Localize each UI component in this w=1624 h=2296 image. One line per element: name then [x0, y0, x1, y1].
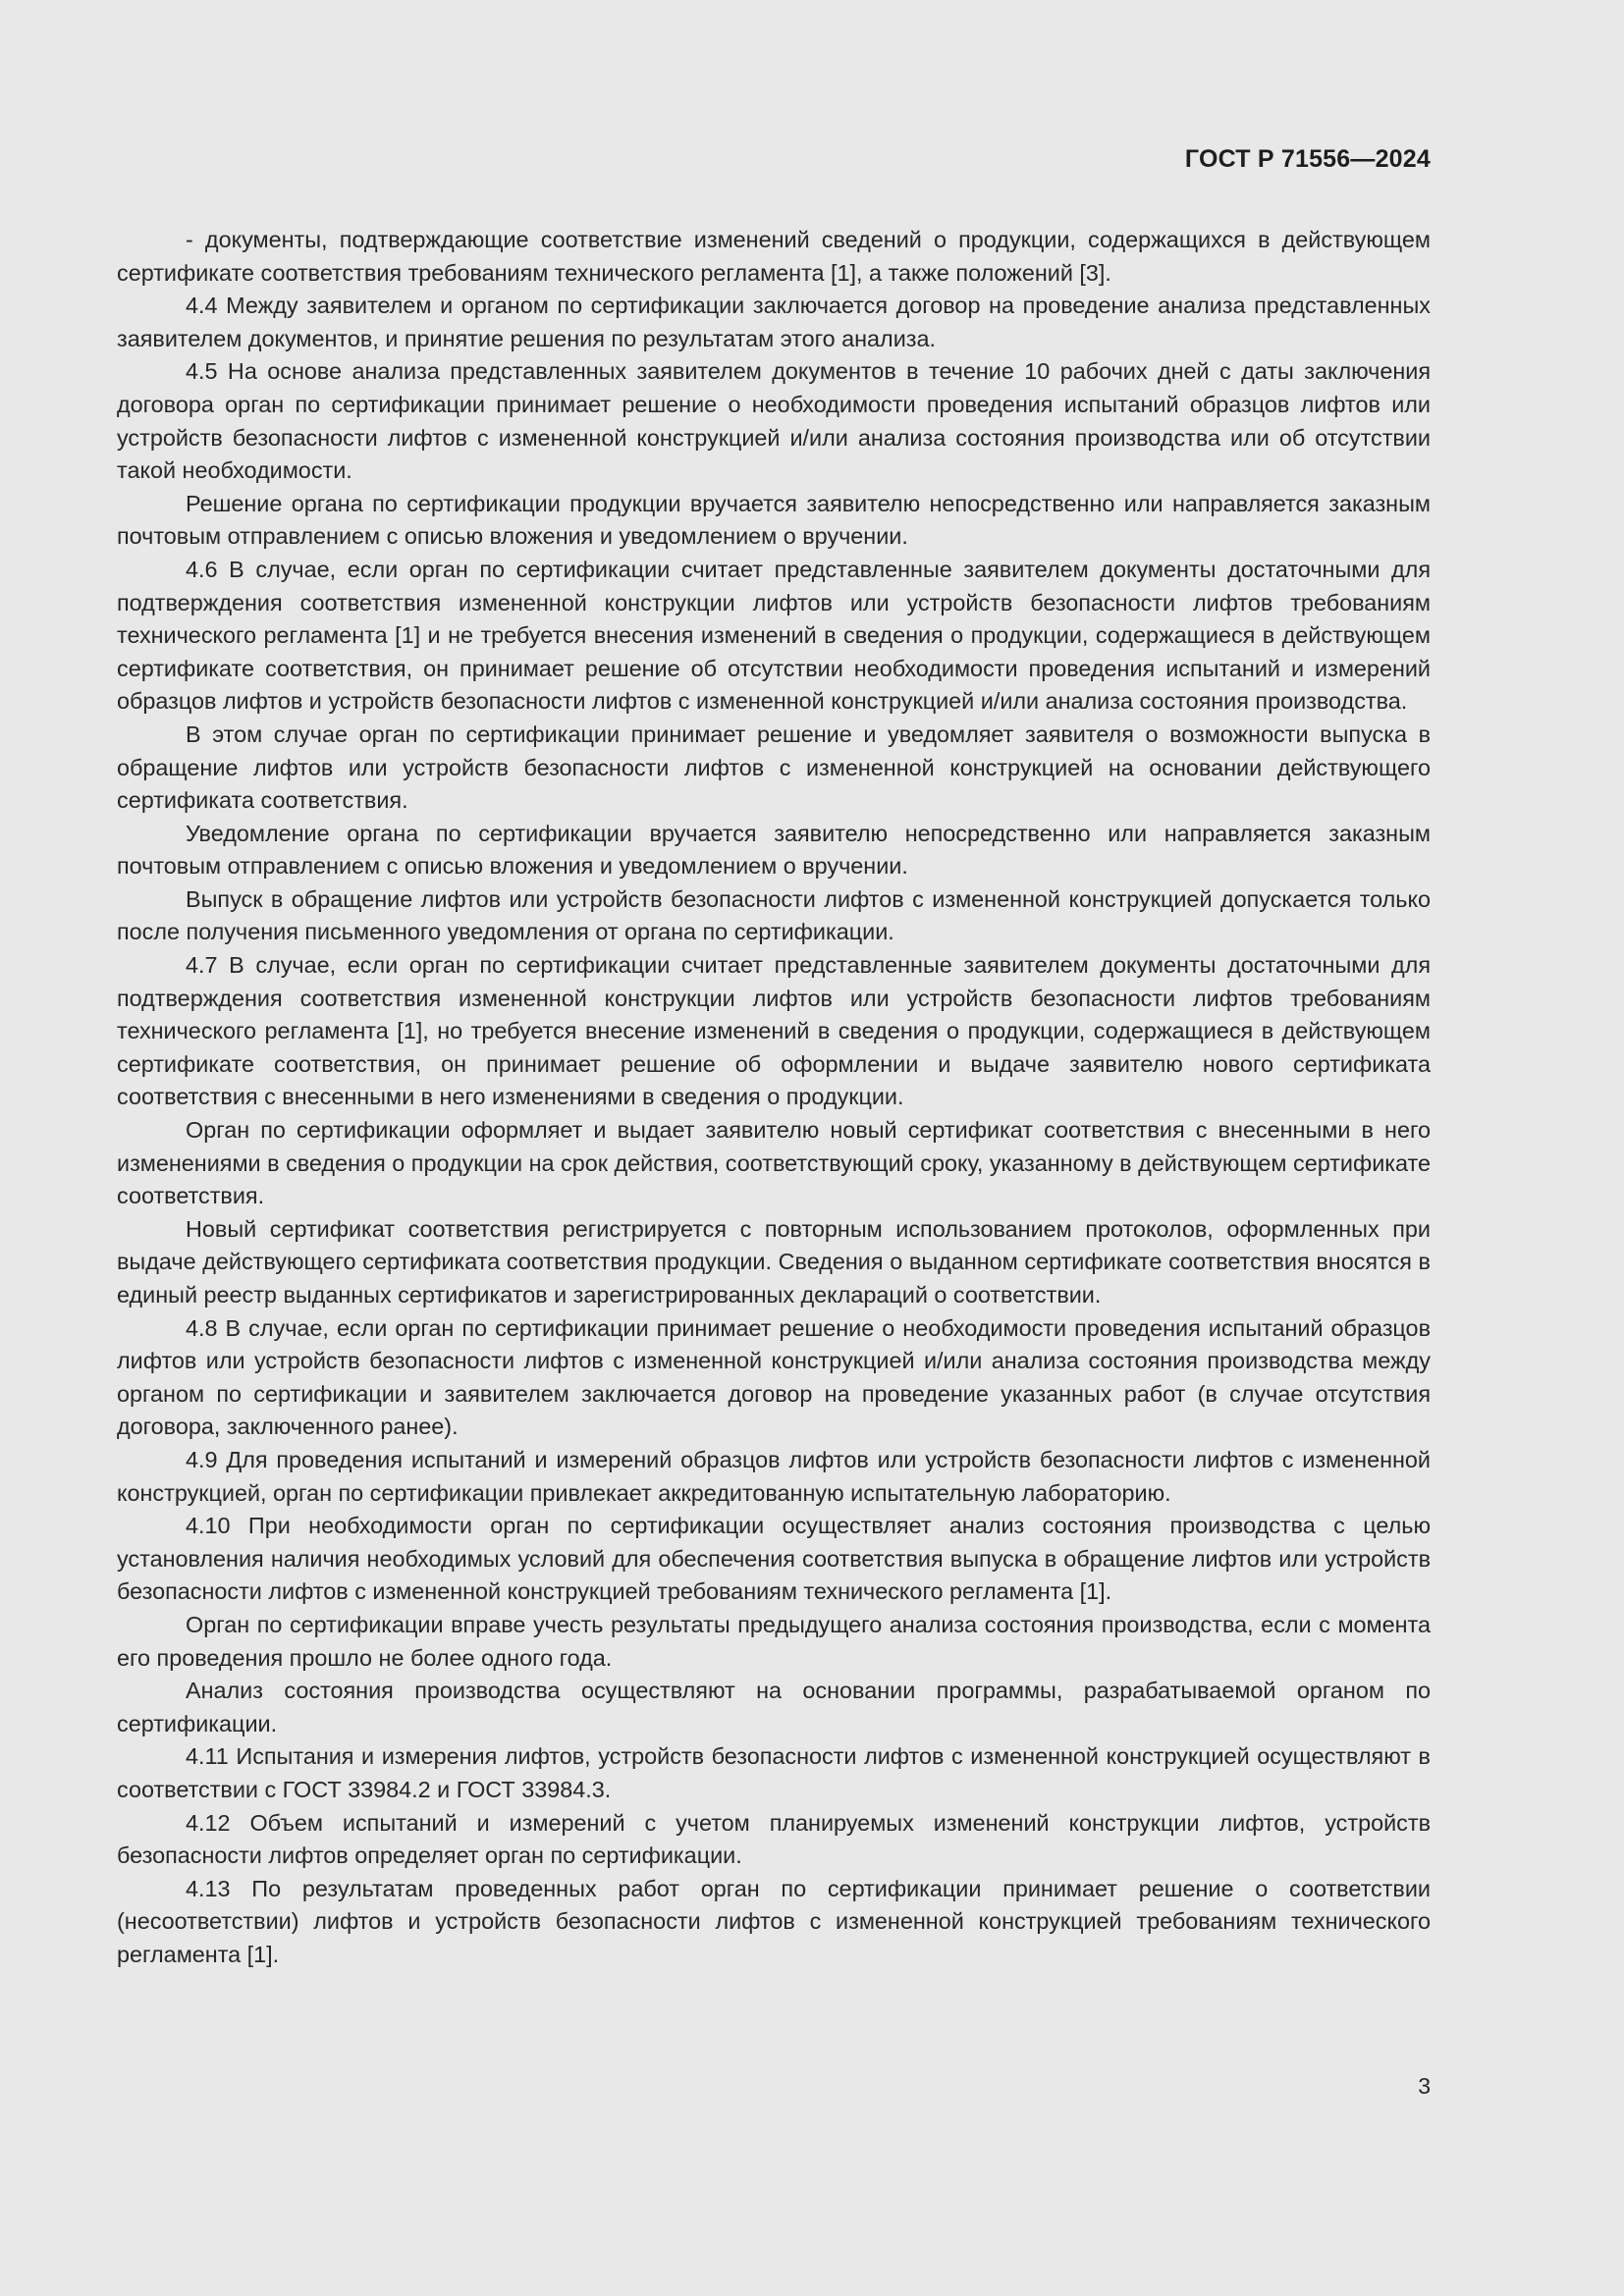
paragraph-clause-4-7: 4.7 В случае, если орган по сертификации считает представленные заявителем документы достаточными для подтверждения соответствия измененной конструкции лифтов или устройств безопасности лифтов требованиям технического регламента [1], но требуется внесение изменений в сведения о продукции, содержащиеся в действующем сертификате соответствия, он принимает решение об оформлении и выдаче заявителю нового сертификата соответствия с внесенными в него изменениями в сведения о продукции.: [117, 952, 1431, 1110]
paragraph-clause-4-8: 4.8 В случае, если орган по сертификации принимает решение о необходимости проведения испытаний образцов лифтов или устройств безопасности лифтов с измененной конструкцией и/или анализа состояния производства между органом по сертификации и заявителем заключается договор на проведение указанных работ (в случае отсутствия договора, заключенного ранее).: [117, 1314, 1431, 1440]
paragraph-clause-4-13: 4.13 По результатам проведенных работ орган по сертификации принимает решение о соответствии (несоответствии) лифтов и устройств безопасности лифтов с измененной конструкцией требованиям технического регламента [1].: [117, 1875, 1431, 1967]
paragraph-documents-list-item: - документы, подтверждающие соответствие изменений сведений о продукции, содержащихся в действующем сертификате соответствия требованиям технического регламента [1], а также положений [3].: [117, 227, 1431, 286]
paragraph-clause-4-6-release: Выпуск в обращение лифтов или устройств безопасности лифтов с измененной конструкцией допускается только после получения письменного уведомления от органа по сертификации.: [117, 885, 1431, 945]
paragraph-clause-4-7-new-certificate: Орган по сертификации оформляет и выдает заявителю новый сертификат соответствия с внесенными в него изменениями в сведения о продукции на срок действия, соответствующий сроку, указанному в действующем сертификате соответствия.: [117, 1117, 1431, 1209]
paragraph-clause-4-5: 4.5 На основе анализа представленных заявителем документов в течение 10 рабочих дней с даты заключения договора орган по сертификации принимает решение о необходимости проведения испытаний образцов лифтов или устройств безопасности лифтов с измененной конструкцией и/или анализа состояния производства или об отсутствии такой необходимости.: [117, 358, 1431, 484]
paragraph-clause-4-6: 4.6 В случае, если орган по сертификации считает представленные заявителем документы достаточными для подтверждения соответствия измененной конструкции лифтов или устройств безопасности лифтов требованиям технического регламента [1] и не требуется внесения изменений в сведения о продукции, содержащиеся в действующем сертификате соответствия, он принимает решение об отсутствии необходимости проведения испытаний и измерений образцов лифтов и устройств безопасности лифтов с измененной конструкцией и/или анализа состояния производства.: [117, 556, 1431, 715]
paragraph-clause-4-11: 4.11 Испытания и измерения лифтов, устройств безопасности лифтов с измененной конструкцией осуществляют в соответствии с ГОСТ 33984.2 и ГОСТ 33984.3.: [117, 1743, 1431, 1802]
paragraph-clause-4-12: 4.12 Объем испытаний и измерений с учетом планируемых изменений конструкции лифтов, устройств безопасности лифтов определяет орган по сертификации.: [117, 1809, 1431, 1869]
standard-identifier: ГОСТ Р 71556—2024: [1184, 145, 1431, 173]
paragraph-clause-4-10-program: Анализ состояния производства осуществляют на основании программы, разрабатываемой органом по сертификации.: [117, 1678, 1431, 1736]
paragraph-clause-4-5-decision: Решение органа по сертификации продукции вручается заявителю непосредственно или направляется заказным почтовым отправлением с описью вложения и уведомлением о вручении.: [117, 490, 1431, 550]
paragraph-clause-4-10: 4.10 При необходимости орган по сертификации осуществляет анализ состояния производства с целью установления наличия необходимых условий для обеспечения соответствия выпуска в обращение лифтов или устройств безопасности лифтов с измененной конструкцией требованиям технического регламента [1].: [117, 1513, 1431, 1605]
paragraph-clause-4-10-previous-analysis: Орган по сертификации вправе учесть результаты предыдущего анализа состояния производства, если с момента его проведения прошло не более одного года.: [117, 1611, 1431, 1671]
document-body: [117, 224, 1431, 1971]
paragraph-clause-4-6-notice: В этом случае орган по сертификации принимает решение и уведомляет заявителя о возможности выпуска в обращение лифтов или устройств безопасности лифтов с измененной конструкцией на основании действующего сертификата соответствия.: [117, 721, 1431, 814]
page-number: 3: [1418, 2073, 1431, 2099]
paragraph-clause-4-4: 4.4 Между заявителем и органом по сертификации заключается договор на проведение анализа представленных заявителем документов, и принятие решения по результатам этого анализа.: [117, 293, 1431, 351]
paragraph-clause-4-6-delivery: Уведомление органа по сертификации вручается заявителю непосредственно или направляется заказным почтовым отправлением с описью вложения и уведомлением о вручении.: [117, 820, 1431, 880]
paragraph-clause-4-7-registration: Новый сертификат соответствия регистрируется с повторным использованием протоколов, оформленных при выдаче действующего сертификата соответствия продукции. Сведения о выданном сертификате соответствия вносятся в единый реестр выданных сертификатов и зарегистрированных деклараций о соответствии.: [117, 1215, 1431, 1308]
paragraph-clause-4-9: 4.9 Для проведения испытаний и измерений образцов лифтов или устройств безопасности лифтов с измененной конструкцией, орган по сертификации привлекает аккредитованную испытательную лабораторию.: [117, 1446, 1431, 1506]
